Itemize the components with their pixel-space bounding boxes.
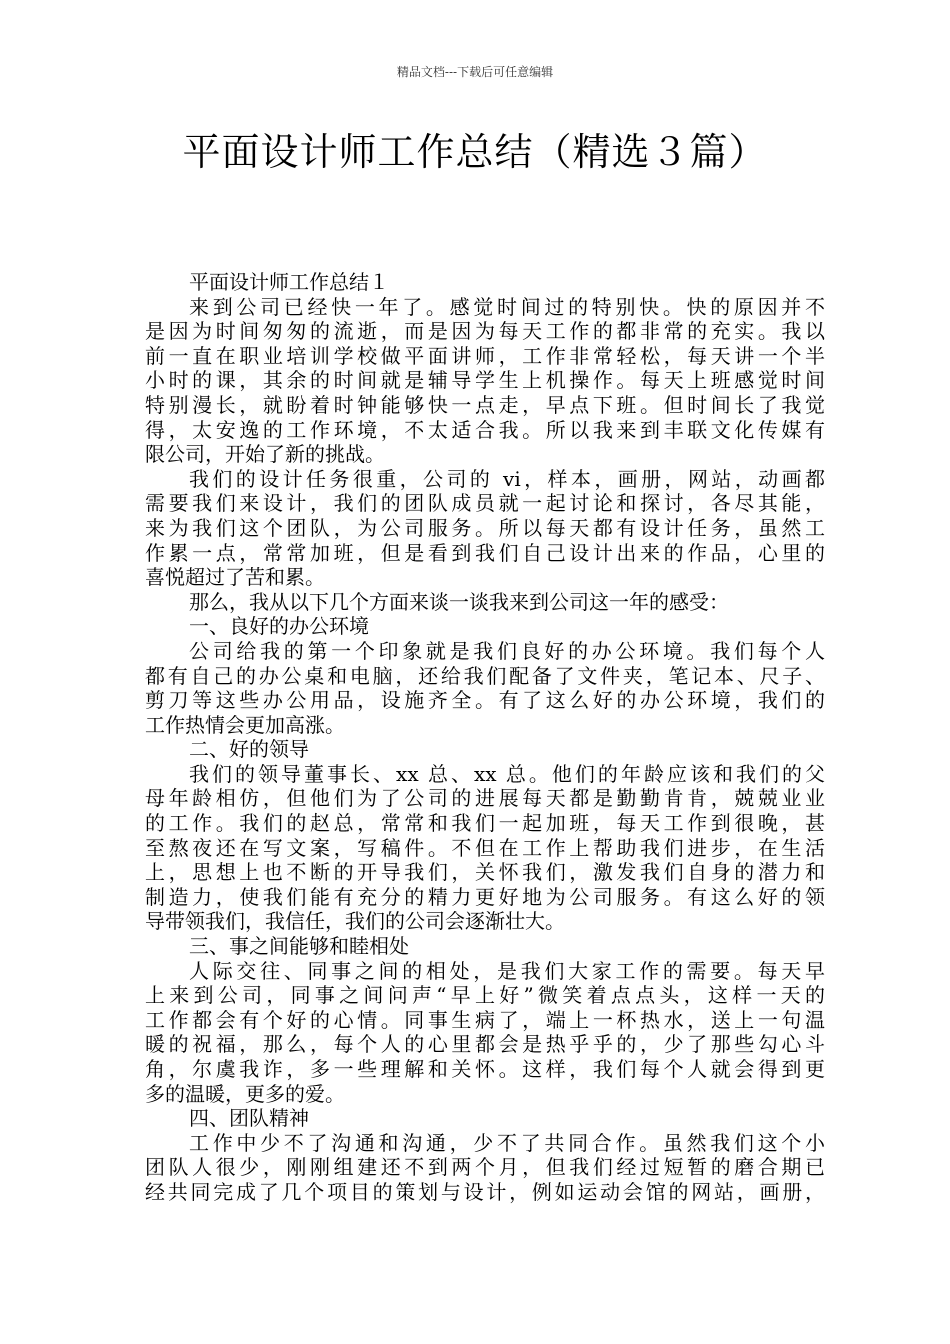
text-line: 来到公司已经快一年了。感觉时间过的特别快。快的原因并不	[189, 294, 825, 319]
document-body	[145, 270, 825, 1205]
text-line: 都有自己的办公桌和电脑，还给我们配备了文件夹，笔记本、尺子、	[145, 663, 825, 688]
text-line: 导带领我们，我信任，我们的公司会逐渐壮大。	[145, 909, 565, 934]
text-line: 那么，我从以下几个方面来谈一谈我来到公司这一年的感受：	[189, 589, 729, 614]
text-line: 剪刀等这些办公用品，设施齐全。有了这么好的办公环境，我们的	[145, 688, 825, 713]
text-line: 前一直在职业培训学校做平面讲师，工作非常轻松，每天讲一个半	[145, 343, 825, 368]
text-line: 角，尔虞我诈，多一些理解和关怀。这样，我们每个人就会得到更	[145, 1057, 825, 1081]
text-line: 母年龄相仿，但他们为了公司的进展每天都是勤勤肯肯，兢兢业业	[145, 786, 825, 811]
text-line: 团队人很少，刚刚组建还不到两个月，但我们经过短暂的磨合期已	[145, 1155, 825, 1180]
text-line: 工作热情会更加高涨。	[145, 712, 345, 737]
text-line: 制造力，使我们能有充分的精力更好地为公司服务。有这么好的领	[145, 884, 825, 909]
text-line: 小时的课，其余的时间就是辅导学生上机操作。每天上班感觉时间	[145, 368, 825, 393]
text-line: 暖的祝福，那么，每个人的心里都会是热乎乎的，少了那些勾心斗	[145, 1032, 825, 1057]
text-line: 工作都会有个好的心情。同事生病了，端上一杯热水，送上一句温	[145, 1007, 825, 1032]
text-line: 三、事之间能够和睦相处	[189, 934, 409, 959]
text-line: 工作中少不了沟通和沟通，少不了共同合作。虽然我们这个小	[189, 1130, 825, 1155]
text-line: 一、良好的办公环境	[189, 614, 369, 639]
text-line: 人际交往、同事之间的相处，是我们大家工作的需要。每天早	[189, 958, 825, 983]
text-line: 限公司，开始了新的挑战。	[145, 442, 385, 467]
text-line: 得，太安逸的工作环境，不太适合我。所以我来到丰联文化传媒有	[145, 417, 825, 442]
text-line: 平面设计师工作总结１	[189, 270, 389, 294]
text-line: 上来到公司，同事之间问声“早上好”微笑着点点头，这样一天的	[145, 983, 825, 1008]
text-line: 四、团队精神	[189, 1106, 309, 1131]
text-line: 经共同完成了几个项目的策划与设计，例如运动会馆的网站，画册，	[145, 1179, 825, 1204]
text-line: 上，思想上也不断的开导我们，关怀我们，激发我们自身的潜力和	[145, 860, 825, 885]
document-title: 平面设计师工作总结（精选３篇）	[182, 130, 768, 174]
text-line: 公司给我的第一个印象就是我们良好的办公环境。我们每个人	[189, 638, 825, 663]
text-line: 我们的领导董事长、xx 总、xx 总。他们的年龄应该和我们的父	[189, 761, 825, 786]
text-line: 是因为时间匆匆的流逝，而是因为每天工作的都非常的充实。我以	[145, 319, 825, 344]
text-line: 作累一点，常常加班，但是看到我们自己设计出来的作品，心里的	[145, 540, 825, 565]
text-line: 需要我们来设计，我们的团队成员就一起讨论和探讨，各尽其能，	[145, 491, 825, 516]
text-line: 特别漫长，就盼着时钟能够快一点走，早点下班。但时间长了我觉	[145, 392, 825, 417]
text-line: 我们的设计任务很重，公司的 vi，样本，画册，网站，动画都	[189, 466, 825, 491]
text-line: 至熬夜还在写文案，写稿件。不但在工作上帮助我们进步，在生活	[145, 835, 825, 860]
text-line: 来为我们这个团队，为公司服务。所以每天都有设计任务，虽然工	[145, 515, 825, 540]
text-line: 二、好的领导	[189, 737, 309, 762]
text-line: 多的温暖，更多的爱。	[145, 1081, 345, 1106]
text-line: 的工作。我们的赵总，常常和我们一起加班，每天工作到很晚，甚	[145, 811, 825, 836]
text-line: 喜悦超过了苦和累。	[145, 565, 325, 590]
page-header-note: 精品文档---下载后可任意编辑	[396, 65, 554, 79]
